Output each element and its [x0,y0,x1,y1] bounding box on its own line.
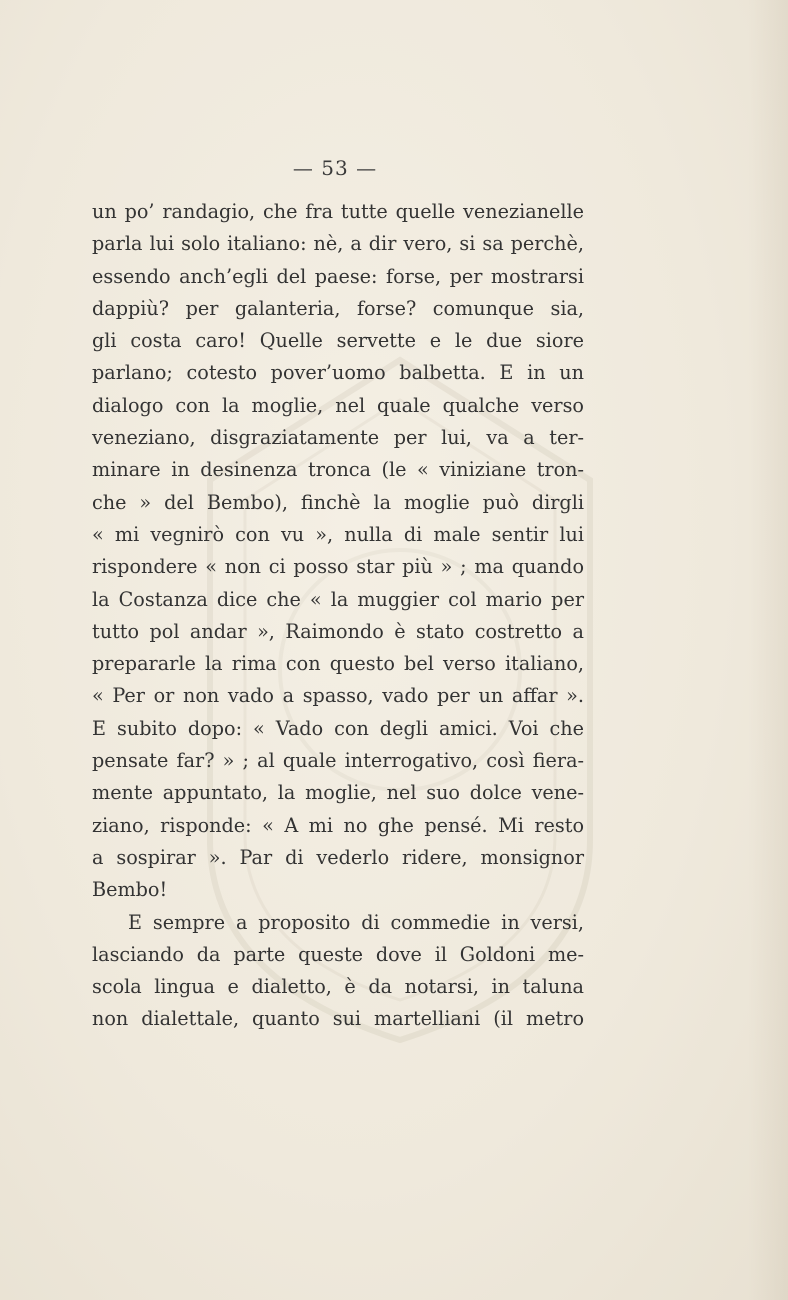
text-line: pensate far? » ; al quale interrogativo, così fiera- [92,749,584,773]
text-line: ziano, risponde: « A mi no ghe pensé. Mi resto [92,813,584,837]
text-line: rispondere « non ci posso star più » ; ma quando [92,555,584,579]
text-line: che » del Bembo), finchè la moglie può dirgli [92,490,584,514]
text-line: la Costanza dice che « la muggier col mario per [92,587,584,611]
text-line: « Per or non vado a spasso, vado per un affar ». [92,684,584,708]
text-line: minare in desinenza tronca (le « viniziane tron- [92,458,584,482]
text-line: dialogo con la moglie, nel quale qualche verso [92,393,584,417]
text-line: veneziano, disgraziatamente per lui, va a ter- [92,426,584,450]
body-text [92,196,584,1036]
text-line: gli costa caro! Quelle servette e le due siore [92,329,584,353]
text-line: scola lingua e dialetto, è da notarsi, in taluna [92,975,584,999]
text-line: parlano; cotesto pover’uomo balbetta. E in un [92,361,584,385]
text-line: lasciando da parte queste dove il Goldoni me- [92,942,584,966]
text-line: prepararle la rima con questo bel verso italiano, [92,652,584,676]
text-line: non dialettale, quanto sui martelliani (il metro [92,1007,584,1031]
text-line: parla lui solo italiano: nè, a dir vero, si sa perchè, [92,232,584,256]
text-line: tutto pol andar », Raimondo è stato costretto a [92,619,584,643]
text-line: a sospirar ». Par di vederlo ridere, monsignor [92,845,584,869]
text-line: mente appuntato, la moglie, nel suo dolce vene- [92,781,584,805]
text-line: E sempre a proposito di commedie in versi, [128,910,584,934]
text-line: « mi vegnirò con vu », nulla di male sentir lui [92,522,584,546]
text-line: essendo anch’egli del paese: forse, per mostrarsi [92,264,584,288]
text-line: E subito dopo: « Vado con degli amici. Voi che [92,716,584,740]
page-number: — 53 — [292,156,378,180]
text-line: un po’ randagio, che fra tutte quelle venezianelle [92,200,584,223]
text-line: Bembo! [92,878,168,902]
text-line: dappiù? per galanteria, forse? comunque sia, [92,296,584,320]
